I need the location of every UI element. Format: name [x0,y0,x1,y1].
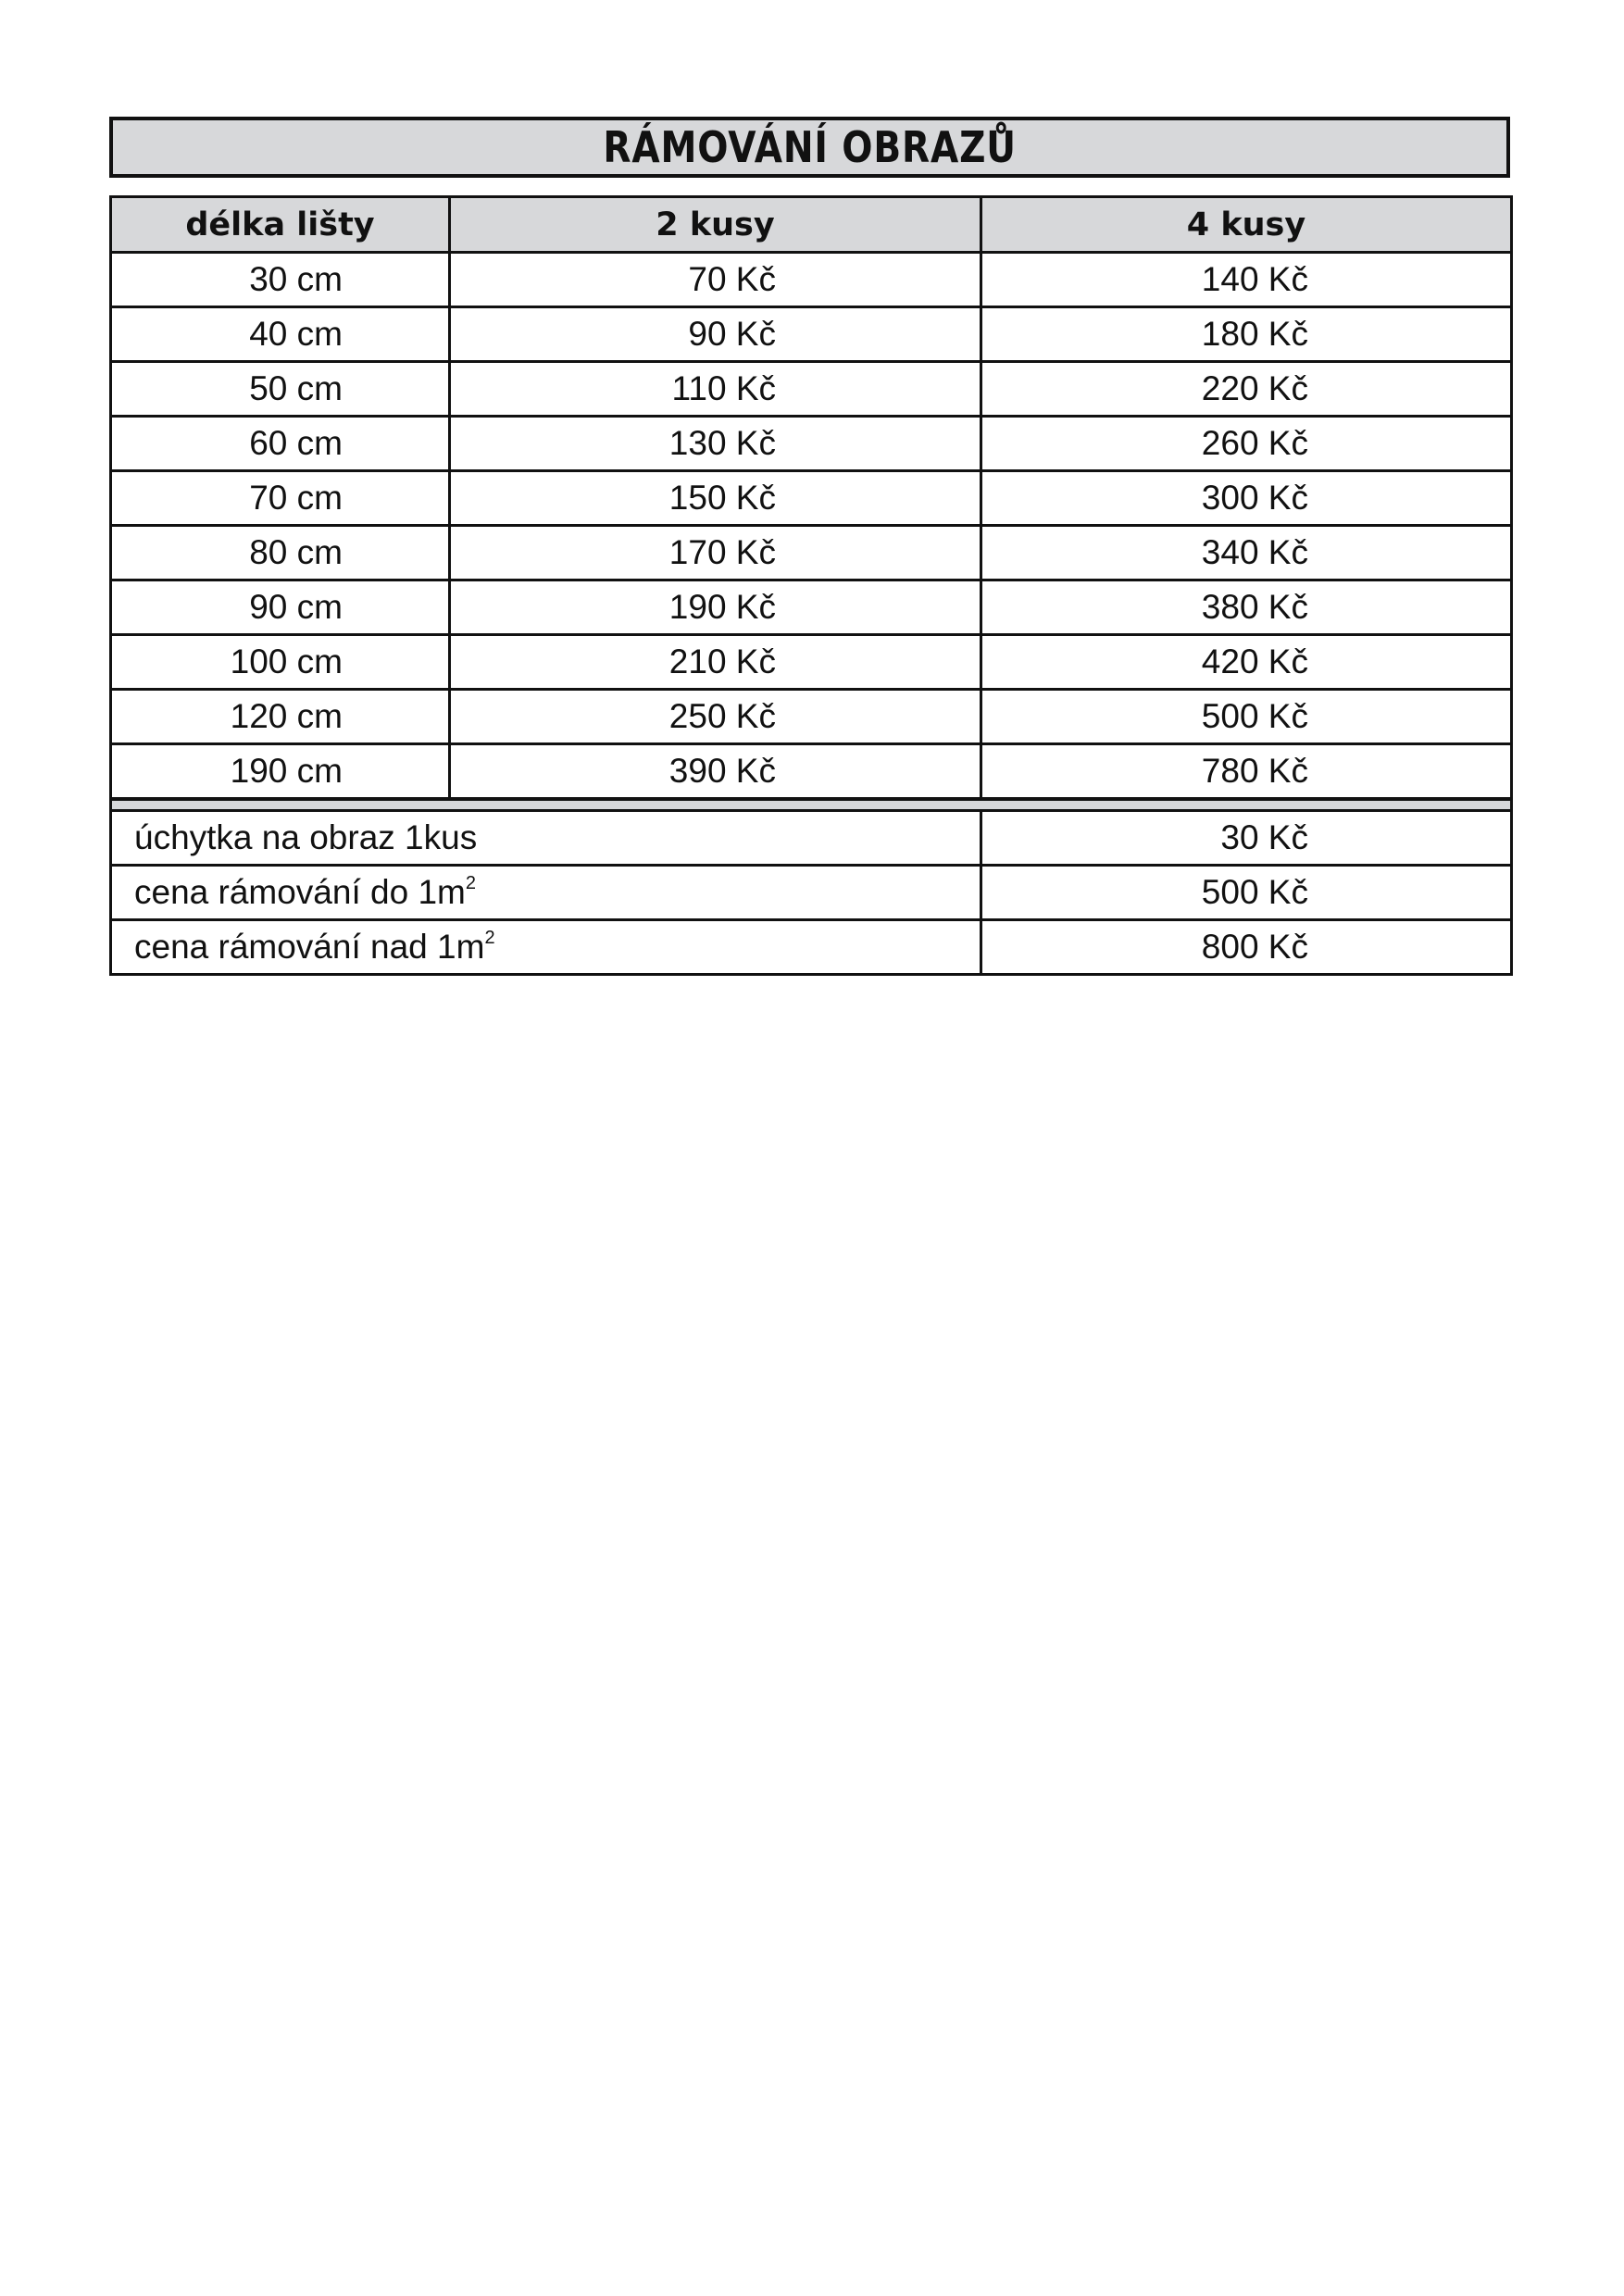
length-cell: 50 cm [111,362,450,417]
length-cell: 190 cm [111,744,450,799]
length-cell: 70 cm [111,471,450,526]
superscript: 2 [465,873,476,893]
header-row [111,197,1512,253]
two-pieces-price: 70 Kč [450,253,981,307]
four-pieces-price: 780 Kč [981,744,1512,799]
extra-label-text: cena rámování do 1m [134,873,466,911]
header-two-pieces: 2 kusy [450,197,981,253]
length-cell: 80 cm [111,526,450,580]
four-pieces-price: 220 Kč [981,362,1512,417]
four-pieces-price: 420 Kč [981,635,1512,690]
length-cell: 30 cm [111,253,450,307]
extra-label-text: úchytka na obraz 1kus [134,818,478,856]
four-pieces-price: 300 Kč [981,471,1512,526]
two-pieces-price: 150 Kč [450,471,981,526]
extra-row [111,811,1512,866]
four-pieces-price: 180 Kč [981,307,1512,362]
two-pieces-price: 390 Kč [450,744,981,799]
table-row [111,307,1512,362]
two-pieces-price: 210 Kč [450,635,981,690]
two-pieces-price: 250 Kč [450,690,981,744]
four-pieces-price: 260 Kč [981,417,1512,471]
extra-label-text: cena rámování nad 1m [134,928,485,966]
two-pieces-price: 90 Kč [450,307,981,362]
extra-label [111,866,981,920]
four-pieces-price: 140 Kč [981,253,1512,307]
page-title: RÁMOVÁNÍ OBRAZŮ [603,122,1017,172]
table-row [111,744,1512,799]
four-pieces-price: 380 Kč [981,580,1512,635]
length-cell: 120 cm [111,690,450,744]
header-length: délka lišty [111,197,450,253]
two-pieces-price: 110 Kč [450,362,981,417]
header-four-pieces: 4 kusy [981,197,1512,253]
length-cell: 40 cm [111,307,450,362]
extra-price: 500 Kč [981,866,1512,920]
two-pieces-price: 190 Kč [450,580,981,635]
four-pieces-price: 340 Kč [981,526,1512,580]
table-row [111,580,1512,635]
extra-row [111,866,1512,920]
table-row [111,635,1512,690]
four-pieces-price: 500 Kč [981,690,1512,744]
two-pieces-price: 130 Kč [450,417,981,471]
table-row [111,690,1512,744]
extra-price: 30 Kč [981,811,1512,866]
table-row [111,526,1512,580]
table-row [111,253,1512,307]
table-row [111,417,1512,471]
table-row [111,471,1512,526]
separator-row [111,799,1512,811]
title-box [109,117,1510,178]
extra-label [111,811,981,866]
length-cell: 90 cm [111,580,450,635]
extra-row [111,920,1512,975]
superscript: 2 [484,928,495,948]
length-cell: 100 cm [111,635,450,690]
price-table [109,195,1513,976]
extra-label [111,920,981,975]
two-pieces-price: 170 Kč [450,526,981,580]
length-cell: 60 cm [111,417,450,471]
table-row [111,362,1512,417]
extra-price: 800 Kč [981,920,1512,975]
